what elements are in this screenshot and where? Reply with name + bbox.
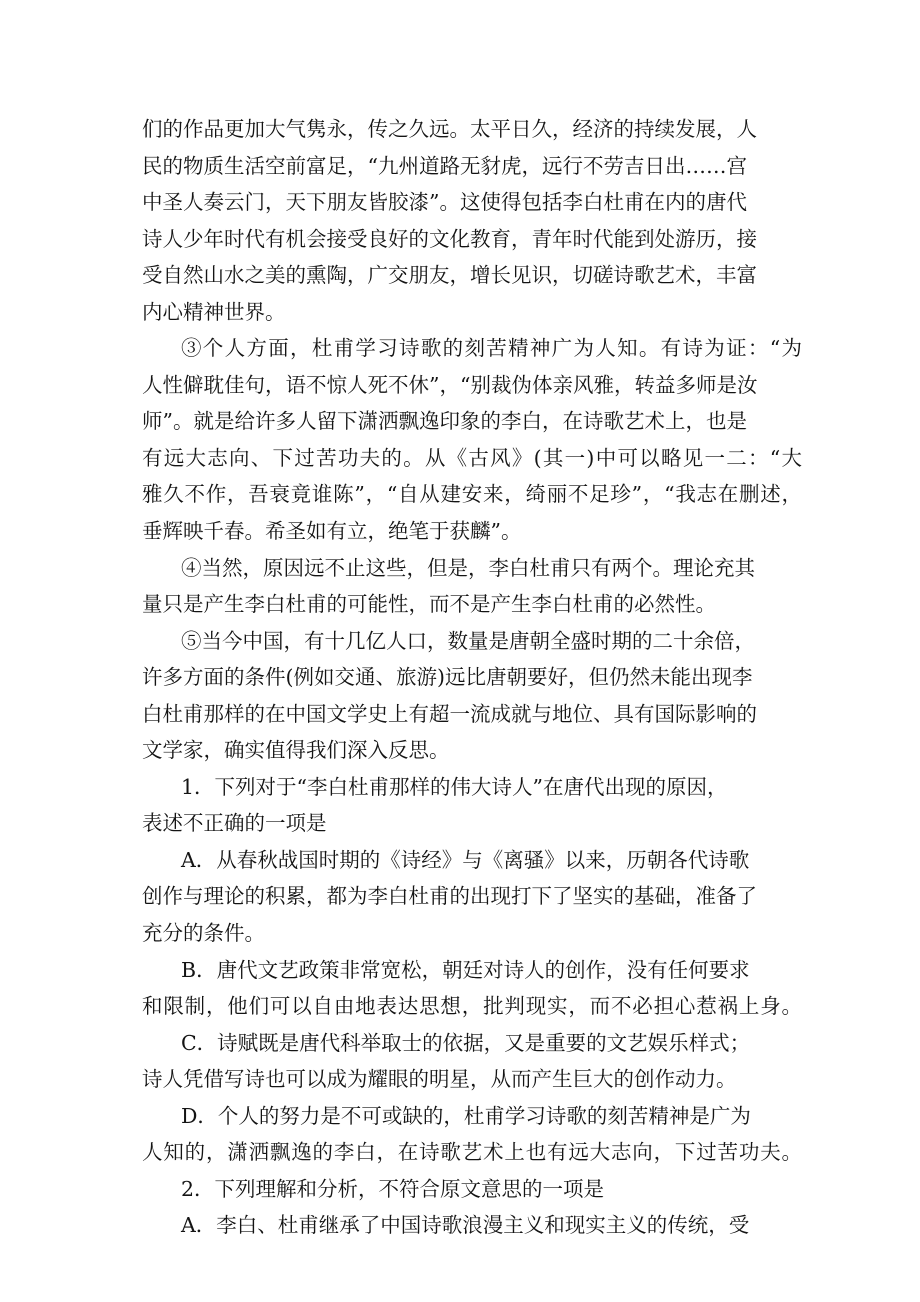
question-1: 1．下列对于“李白杜甫那样的伟大诗人”在唐代出现的原因，	[181, 774, 728, 799]
text-line: 诗人凭借写诗也可以成为耀眼的明星，从而产生巨大的创作动力。	[142, 1067, 737, 1092]
text-line: 师”。就是给许多人留下潇洒飘逸印象的李白，在诗歌艺术上，也是	[142, 409, 747, 434]
paragraph-3-start: ③个人方面，杜甫学习诗歌的刻苦精神广为人知。有诗为证：“为	[181, 336, 804, 361]
text-line: 民的物质生活空前富足，“九州道路无豺虎，远行不劳吉日出……宫	[142, 153, 747, 178]
text-line: 内心精神世界。	[142, 299, 286, 324]
text-line: 白杜甫那样的在中国文学史上有超一流成就与地位、具有国际影响的	[142, 701, 757, 726]
question-1-cont: 表述不正确的一项是	[142, 811, 327, 836]
text-line: 诗人少年时代有机会接受良好的文化教育，青年时代能到处游历，接	[142, 226, 757, 251]
text-line: 受自然山水之美的熏陶，广交朋友，增长见识，切磋诗歌艺术，丰富	[142, 263, 757, 288]
question-1-option-d: D．个人的努力是不可或缺的，杜甫学习诗歌的刻苦精神是广为	[181, 1103, 751, 1128]
question-2: 2．下列理解和分析，不符合原文意思的一项是	[181, 1176, 605, 1201]
question-2-option-a: A．李白、杜甫继承了中国诗歌浪漫主义和现实主义的传统，受	[181, 1213, 750, 1238]
text-line: 人知的，潇洒飘逸的李白，在诗歌艺术上也有远大志向，下过苦功夫。	[142, 1140, 803, 1165]
text-line: 垂辉映千春。希圣如有立，绝笔于获麟”。	[142, 519, 522, 544]
text-line: 人性僻耽佳句，语不惊人死不休”，“别裁伪体亲风雅，转益多师是汝	[142, 372, 758, 397]
question-1-option-b: B．唐代文艺政策非常宽松，朝廷对诗人的创作，没有任何要求	[181, 957, 750, 982]
paragraph-5-start: ⑤当今中国，有十几亿人口，数量是唐朝全盛时期的二十余倍，	[181, 628, 755, 653]
text-line: 充分的条件。	[142, 921, 265, 946]
question-1-option-c: C．诗赋既是唐代科举取士的依据，又是重要的文艺娱乐样式；	[181, 1030, 751, 1055]
text-line: 雅久不作，吾衰竟谁陈”，“自从建安来，绮丽不足珍”，“我志在删述，	[142, 482, 803, 507]
question-1-option-a: A．从春秋战国时期的《诗经》与《离骚》以来，历朝各代诗歌	[181, 847, 750, 872]
text-line: 许多方面的条件(例如交通、旅游)远比唐朝要好，但仍然未能出现李	[142, 665, 753, 690]
text-line: 和限制，他们可以自由地表达思想，批判现实，而不必担心惹祸上身。	[142, 994, 803, 1019]
text-line: 中圣人奏云门，天下朋友皆胶漆”。这使得包括李白杜甫在内的唐代	[142, 190, 747, 215]
text-line: 有远大志向、下过苦功夫的。从《古风》(其一)中可以略见一二：“大	[142, 445, 804, 470]
text-line: 文学家，确实值得我们深入反思。	[142, 738, 450, 763]
text-line: 们的作品更加大气隽永，传之久远。太平日久，经济的持续发展，人	[142, 117, 757, 141]
body-text	[142, 111, 802, 1244]
text-line: 创作与理论的积累，都为李白杜甫的出现打下了坚实的基础，准备了	[142, 884, 757, 909]
text-line: 量只是产生李白杜甫的可能性，而不是产生李白杜甫的必然性。	[142, 592, 716, 617]
paragraph-4-start: ④当然，原因远不止这些，但是，李白杜甫只有两个。理论充其	[181, 555, 755, 580]
